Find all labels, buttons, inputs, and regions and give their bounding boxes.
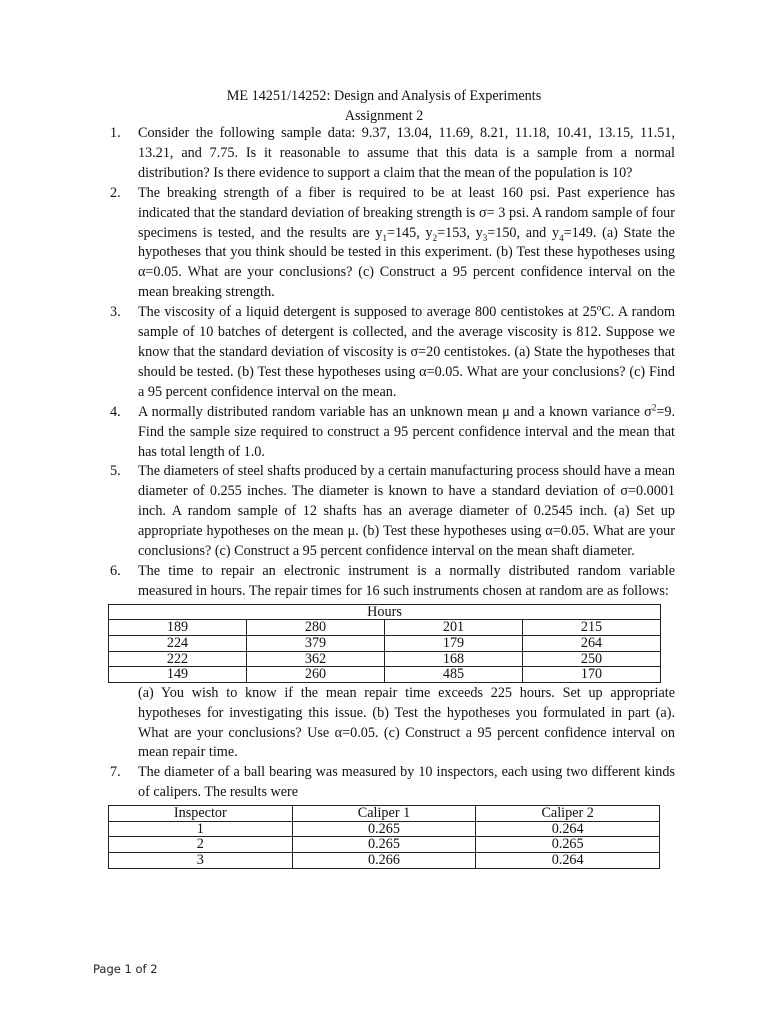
table-cell: 1	[109, 821, 293, 837]
table-header-row	[109, 604, 661, 620]
question-text: The diameter of a ball bearing was measured by 10 inspectors, each using two different kinds of calipers. The results were	[138, 764, 675, 801]
question-text: The diameters of steel shafts produced by a certain manufacturing process should have a mean diameter of 0.255 inches. The diameter is known to have a standard deviation of σ=0.0001 inch. A random sample of 12 shafts has an average diameter of 0.2545 inch. (a) Set up appropriate hypotheses on the mean μ. (b) Test these hypotheses using α=0.05. What are your conclusions? (c) Construct a 95 percent confidence interval on the mean shaft diameter.	[138, 463, 675, 560]
question-7	[110, 763, 675, 803]
table-cell: 362	[247, 651, 385, 667]
table-cell: 280	[247, 620, 385, 636]
table-cell: 3	[109, 852, 293, 868]
table-cell: 0.264	[476, 821, 660, 837]
table-cell: 0.265	[292, 837, 476, 853]
table-cell: 179	[385, 635, 523, 651]
question-text: The viscosity of a liquid detergent is supposed to average 800 centistokes at 25$^o$C. A random sample of 10 batches of detergent is collected, and the average viscosity is 812. Suppose we know that the standard deviation of viscosity is σ=20 centistokes. (a) State the hypotheses that should be tested. (b) Test these hypotheses using α=0.05. What are your conclusions? (c) Find a 95 percent confidence interval on the mean.	[138, 302, 675, 400]
question-number: 4.	[110, 403, 121, 420]
repair-hours-table	[108, 604, 661, 683]
table-cell: 224	[109, 635, 247, 651]
table-cell: 379	[247, 635, 385, 651]
table-cell: 0.264	[476, 852, 660, 868]
table-row	[109, 821, 660, 837]
table-cell: 189	[109, 620, 247, 636]
question-number: 3.	[110, 304, 121, 321]
table-cell: 260	[247, 667, 385, 683]
question-text: The time to repair an electronic instrument is a normally distributed random variable measured in hours. The repair times for 16 such instruments chosen at random are as follows:	[138, 562, 675, 599]
table-cell: 2	[109, 837, 293, 853]
table-header-cell: Hours	[109, 604, 661, 620]
question-4	[110, 401, 675, 463]
table-header-row	[109, 806, 660, 822]
table-cell: 149	[109, 667, 247, 683]
assignment-title: Assignment 2	[344, 108, 424, 124]
question-number: 6.	[110, 562, 121, 579]
question-1	[110, 124, 675, 184]
page-number: Page 1 of 2	[93, 962, 158, 976]
column-header: Caliper 2	[476, 806, 660, 822]
table-cell: 168	[385, 651, 523, 667]
question-number: 2.	[110, 184, 121, 201]
table-row	[109, 635, 661, 651]
column-header: Caliper 1	[292, 806, 476, 822]
question-3	[110, 302, 675, 403]
caliper-table	[108, 805, 660, 868]
table-cell: 201	[385, 620, 523, 636]
table-row	[109, 667, 661, 683]
question-2	[110, 184, 675, 303]
table-cell: 250	[523, 651, 661, 667]
column-header: Inspector	[109, 806, 293, 822]
question-list	[0, 124, 768, 869]
question-number: 5.	[110, 463, 121, 480]
table-cell: 215	[523, 620, 661, 636]
question-text: A normally distributed random variable has an unknown mean μ and a known variance $\sigma^2=9$. Find the sample size required to construct a 95 percent confidence interval and the mean that has total length of 1.0.	[138, 401, 675, 460]
table-cell: 222	[109, 651, 247, 667]
table-cell: 264	[523, 635, 661, 651]
table-row	[109, 620, 661, 636]
table-row	[109, 837, 660, 853]
question-number: 7.	[110, 764, 121, 781]
question-6	[110, 562, 675, 602]
table-row	[109, 852, 660, 868]
question-5	[110, 462, 675, 562]
table-cell: 0.266	[292, 852, 476, 868]
table-cell: 0.265	[292, 821, 476, 837]
table-cell: 485	[385, 667, 523, 683]
question-6-followup: (a) You wish to know if the mean repair time exceeds 225 hours. Set up appropriate hypotheses for investigating this issue. (b) Test the hypotheses you formulated in part (a). What are your conclusions? Use α=0.05. (c) Construct a 95 percent confidence interval on mean repair time.	[138, 684, 675, 761]
question-text: Consider the following sample data: 9.37, 13.04, 11.69, 8.21, 11.18, 10.41, 13.15, 11.51, 13.21, and 7.75. Is it reasonable to assume that this data is a sample from a normal distribution? Is there evidence to support a claim that the mean of the population is 10?	[138, 125, 675, 181]
table-cell: 0.265	[476, 837, 660, 853]
question-number: 1.	[110, 125, 121, 141]
course-title: ME 14251/14252: Design and Analysis of Experiments	[226, 88, 542, 104]
table-row	[109, 651, 661, 667]
question-text: The breaking strength of a fiber is required to be at least 160 psi. Past experience has indicated that the standard deviation of breaking strength is σ= 3 psi. A random sample of four specimens is tested, and the results are $y_1=145$, $y_2=153$, $y_3=150$, and $y_4=149$. (a) State the hypotheses that you think should be tested in this experiment. (b) Test these hypotheses using α=0.05. What are your conclusions? (c) Construct a 95 percent confidence interval on the mean breaking strength.	[138, 184, 675, 301]
table-cell: 170	[523, 667, 661, 683]
